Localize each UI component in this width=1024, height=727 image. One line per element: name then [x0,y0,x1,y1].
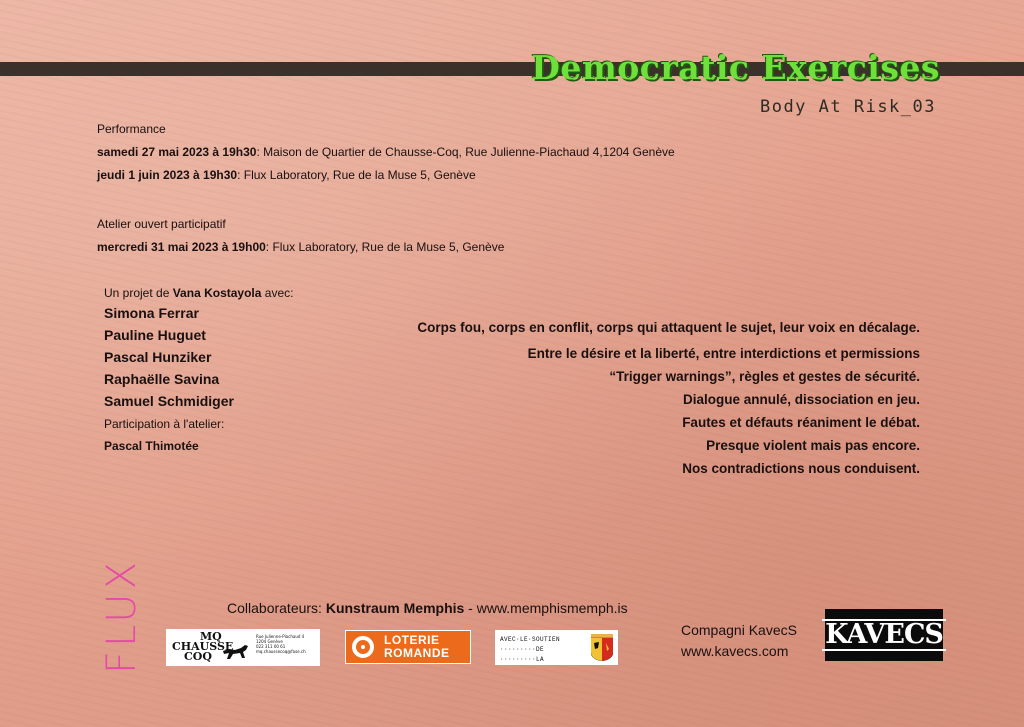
geneve-line3: ·········LA [500,656,545,663]
loterie-circle-icon [352,636,374,658]
manifesto-line: Presque violent mais pas encore. [706,438,920,453]
compagni-name: Compagni KavecS [681,622,797,638]
performance-date-1-date: samedi 27 mai 2023 à 19h30 [97,145,257,159]
mq-logo-line2: CHAUSSE [172,640,234,653]
page-title: Democratic Exercises [531,48,940,87]
kavecs-wordmark: KAVECS [822,619,946,651]
cast-member: Pascal Hunziker [104,349,212,365]
performance-heading: Performance [97,122,166,136]
collab-url: - www.memphismemph.is [464,600,628,616]
flux-logo-text: FLUX [99,558,146,674]
kavecs-logo [825,609,943,661]
performance-date-2-date: jeudi 1 juin 2023 à 19h30 [97,168,238,182]
participant-name [104,439,199,453]
atelier-date-date: mercredi 31 mai 2023 à 19h00 [97,240,266,254]
atelier-date-place: : Flux Laboratory, Rue de la Muse 5, Genève [265,240,505,254]
performance-date-2 [97,168,476,182]
mq-address-line: Rue Julienne-Piachaud 4 [256,634,305,639]
geneve-line1: AVEC·LE·SOUTIEN [500,636,561,643]
dog-icon [221,639,251,661]
participation-label: Participation à l'atelier: [104,417,225,431]
mq-address-line: mq.chaussecoq@fase.ch [256,649,306,654]
manifesto-line: Dialogue annulé, dissociation en jeu. [682,392,920,407]
collaborators-line [227,600,628,616]
credits-intro-prefix: Un projet de [104,286,173,300]
mq-address-line: 1204 Genève [256,639,283,644]
loterie-wordmark [384,634,450,660]
mq-address-line: 022 311 00 61 [256,644,286,649]
geneve-line2: ·········DE [500,646,545,653]
atelier-heading: Atelier ouvert participatif [97,217,226,231]
collab-name: Kunstraum Memphis [325,600,465,616]
credits-intro [104,286,293,300]
manifesto-line: Corps fou, corps en conflit, corps qui attaquent le sujet, leur voix en décalage. [417,320,920,335]
atelier-date [97,240,504,254]
loterie-line1: LOTERIE [384,633,440,647]
cast-member: Samuel Schmidiger [104,393,234,409]
ville-de-geneve-logo [495,630,618,665]
flux-logo [99,558,146,674]
performance-date-2-place: : Flux Laboratory, Rue de la Muse 5, Genève [237,168,476,182]
page-subtitle: Body At Risk_03 [759,97,936,117]
credits-author: Vana Kostayola [172,286,262,300]
loterie-romande-logo [345,630,471,664]
geneva-shield-icon [591,634,613,661]
cast-member: Simona Ferrar [104,305,199,321]
performance-date-1 [97,145,675,159]
loterie-line2: ROMANDE [384,646,450,660]
performance-date-1-place: : Maison de Quartier de Chausse-Coq, Rue Julienne-Piachaud 4,1204 Genève [256,145,675,159]
mq-logo-address [256,634,306,654]
participant-name-text: Pascal Thimotée [104,439,199,453]
mq-logo-line3: COQ [184,650,212,663]
manifesto-line: Nos contradictions nous conduisent. [682,461,920,476]
credits-intro-suffix: avec: [261,286,294,300]
manifesto-line: Fautes et défauts réaniment le débat. [682,415,920,430]
mq-logo-line1: MQ [200,630,222,643]
collab-label: Collaborateurs: [227,600,326,616]
mq-chausse-coq-logo [166,629,320,666]
geneve-wordmark [500,635,560,665]
manifesto-line: Entre le désire et la liberté, entre interdictions et permissions [527,346,920,361]
compagni-website: www.kavecs.com [681,643,789,659]
compagni-info [681,620,797,662]
cast-member: Pauline Huguet [104,327,206,343]
cast-member: Raphaëlle Savina [104,371,220,387]
manifesto-line: “Trigger warnings”, règles et gestes de sécurité. [609,369,920,384]
